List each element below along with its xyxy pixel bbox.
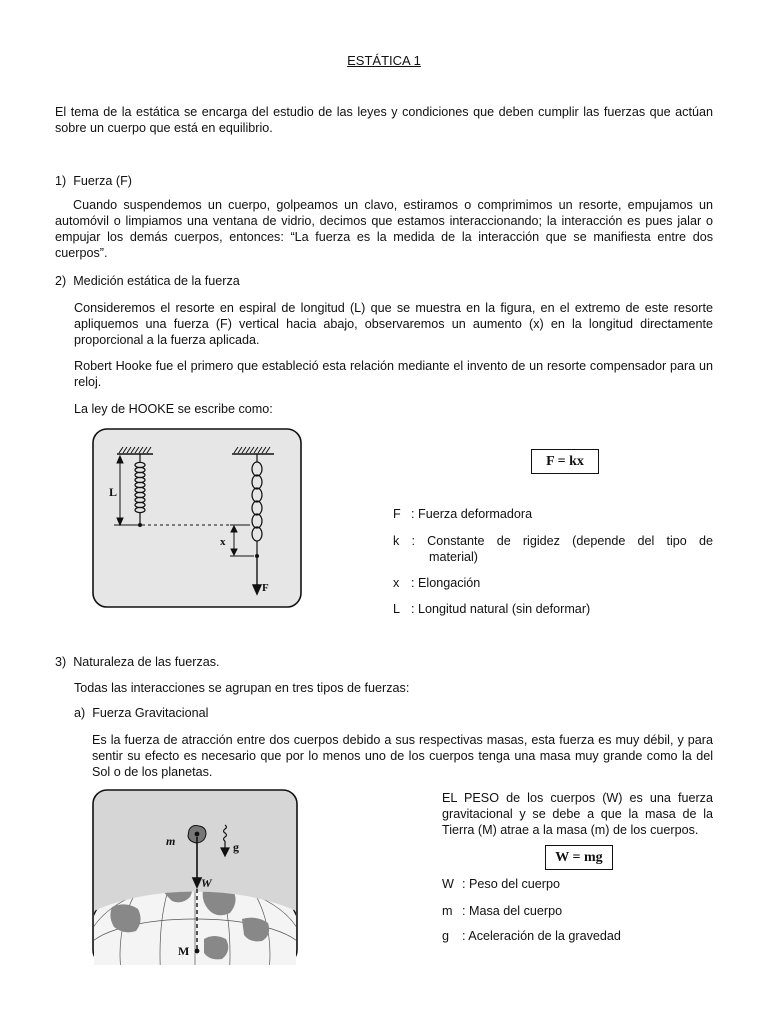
definition-k-line-2: material) xyxy=(429,550,478,564)
label-mass-earth: M xyxy=(178,944,190,958)
label-force: F xyxy=(262,582,269,594)
hooke-formula: F = kx xyxy=(531,449,599,474)
definition-k-word-5: del xyxy=(637,534,655,548)
definition-f-symbol: F xyxy=(393,507,401,521)
definition-l xyxy=(393,601,590,617)
definition-m xyxy=(442,903,562,919)
label-length: L xyxy=(109,485,118,499)
definition-x-symbol: x xyxy=(393,576,400,590)
label-elongation: x xyxy=(220,536,226,548)
definition-k-word-6: tipo xyxy=(666,534,687,548)
definition-k-colon: : xyxy=(411,534,415,548)
section-3-heading: 3) Naturaleza de las fuerzas. xyxy=(55,655,220,669)
label-mass-small: m xyxy=(166,834,176,848)
definition-w-symbol: W xyxy=(442,877,454,891)
definition-l-text: : Longitud natural (sin deformar) xyxy=(411,602,591,616)
left-spring-end xyxy=(138,523,142,527)
definition-g-text: : Aceleración de la gravedad xyxy=(462,929,621,943)
definition-k-word-2: de xyxy=(496,534,511,548)
definition-k xyxy=(393,533,713,565)
weight-formula: W = mg xyxy=(545,845,613,870)
earth-gravity-figure xyxy=(92,789,298,965)
definition-k-word-4: (depende xyxy=(572,534,626,548)
section-1-heading: 1) Fuerza (F) xyxy=(55,174,132,188)
definition-k-symbol: k xyxy=(393,534,400,548)
definition-w-text: : Peso del cuerpo xyxy=(462,877,561,891)
definition-l-symbol: L xyxy=(393,602,401,616)
intro-paragraph: El tema de la estática se encarga del estudio de las leyes y condiciones que deben cumplir las fuerzas que actúan sobre un cuerpo que está en equilibrio. xyxy=(55,105,713,135)
definition-w xyxy=(442,876,560,892)
earth-center xyxy=(195,949,200,954)
peso-paragraph: EL PESO de los cuerpos (W) es una fuerza gravitacional y se debe a que la masa de la Tierra (M) atrae a la masa (m) de los cuerpos. xyxy=(442,791,713,837)
definition-m-text: : Masa del cuerpo xyxy=(462,904,563,918)
page-title: ESTÁTICA 1 xyxy=(347,53,421,68)
section-3-paragraph: Todas las interacciones se agrupan en tres tipos de fuerzas: xyxy=(74,681,410,695)
spring-figure xyxy=(92,428,302,608)
section-3a-heading: a) Fuerza Gravitacional xyxy=(74,706,209,720)
definition-g-symbol: g xyxy=(442,929,450,943)
section-2-paragraph-b: Robert Hooke fue el primero que estableció esta relación mediante el invento de un resorte compensador para un reloj. xyxy=(74,359,713,389)
right-spring-end xyxy=(255,554,259,558)
definition-k-line-1 xyxy=(393,533,713,549)
section-1-paragraph: Cuando suspendemos un cuerpo, golpeamos un clavo, estiramos o comprimimos un resorte, empujamos un automóvil o limpiamos una ventana de vidrio, decimos que estamos interaccionando; la interacción es pues jalar o empujar los demás cuerpos, entonces: “La fuerza es la medida de la interacción que se manifiesta entre dos cuerpos”. xyxy=(55,198,713,260)
definition-m-symbol: m xyxy=(442,904,453,918)
definition-k-word-3: rigidez xyxy=(522,534,560,548)
definition-k-word-7: de xyxy=(698,534,713,548)
label-gravity: g xyxy=(233,840,239,854)
section-2-heading: 2) Medición estática de la fuerza xyxy=(55,274,240,288)
definition-x xyxy=(393,575,480,591)
label-weight: W xyxy=(201,876,212,890)
section-3a-paragraph: Es la fuerza de atracción entre dos cuerpos debido a sus respectivas masas, esta fuerza es muy débil, y para sentir su efecto es necesario que por lo menos uno de los cuerpos tenga una masa muy grande como la del Sol o de los planetas. xyxy=(92,733,713,779)
definition-g xyxy=(442,928,621,944)
section-2-paragraph-c: La ley de HOOKE se escribe como: xyxy=(74,402,273,416)
definition-x-text: : Elongación xyxy=(411,576,481,590)
definition-f xyxy=(393,506,532,522)
definition-f-text: : Fuerza deformadora xyxy=(411,507,533,521)
section-2-paragraph-a: Consideremos el resorte en espiral de longitud (L) que se muestra en la figura, en el extremo de este resorte apliquemos una fuerza (F) vertical hacia abajo, observaremos un aumento (x) en la longitud directamente proporcional a la fuerza aplicada. xyxy=(74,301,713,347)
definition-k-word-1: Constante xyxy=(427,534,485,548)
